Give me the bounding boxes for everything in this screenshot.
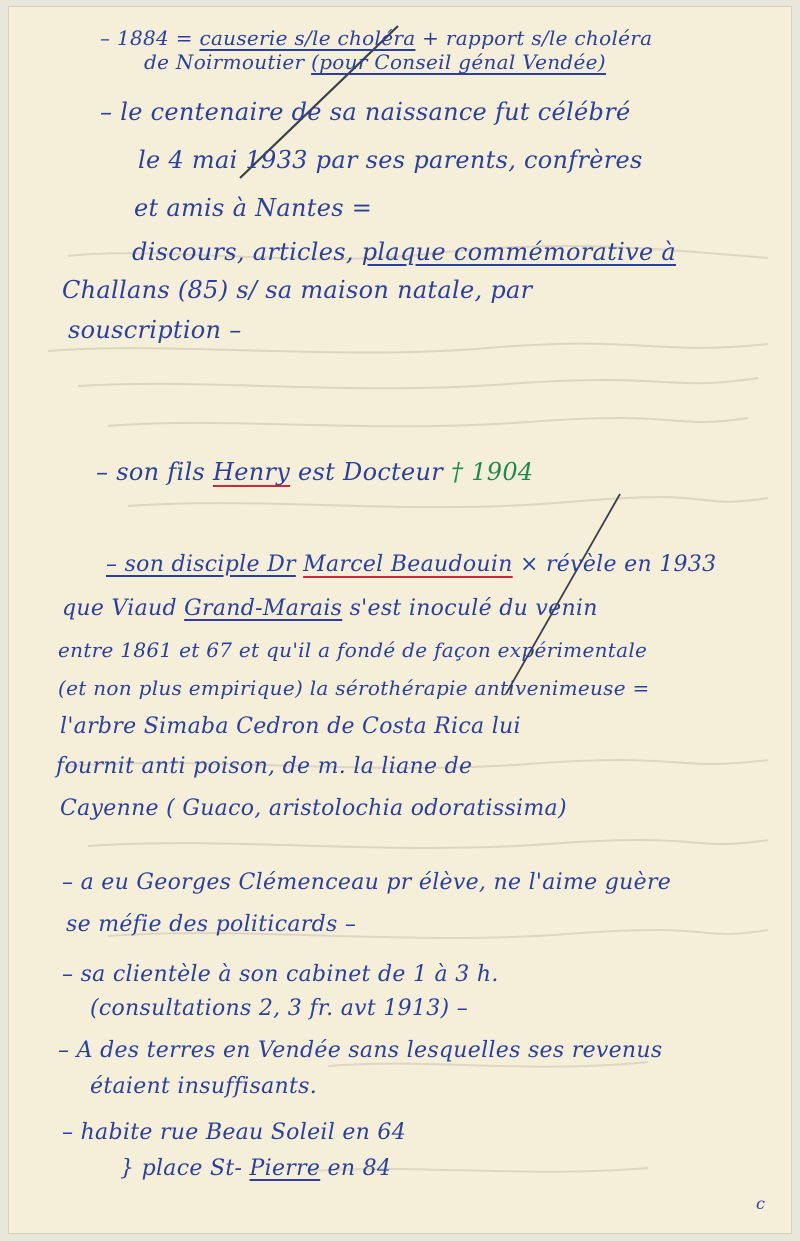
line-8: souscription –	[68, 316, 242, 344]
line-24: } place St- Pierre en 84	[120, 1156, 392, 1181]
line-7: Challans (85) s/ sa maison natale, par	[62, 276, 533, 304]
line-10: – son disciple Dr Marcel Beaudouin × révèle en 1933	[106, 552, 717, 577]
note-sheet	[8, 6, 792, 1234]
line-20: (consultations 2, 3 fr. avt 1913) –	[90, 996, 468, 1021]
line-6: discours, articles, plaque commémorative à	[132, 238, 676, 266]
line-14: l'arbre Simaba Cedron de Costa Rica lui	[60, 714, 521, 739]
line-1: – 1884 = causerie s/le choléra + rapport s/le choléra	[100, 26, 653, 50]
line-21: – A des terres en Vendée sans lesquelles ses revenus	[58, 1038, 663, 1063]
line-13: (et non plus empirique) la sérothérapie antivenimeuse =	[58, 676, 650, 700]
line-4: le 4 mai 1933 par ses parents, confrères	[138, 146, 643, 174]
line-23: – habite rue Beau Soleil en 64	[62, 1120, 407, 1145]
line-18: se méfie des politicards –	[66, 912, 357, 937]
line-5: et amis à Nantes =	[134, 194, 373, 222]
line-9: – son fils Henry est Docteur † 1904	[96, 458, 534, 486]
line-3: – le centenaire de sa naissance fut célébré	[100, 98, 631, 126]
line-2: de Noirmoutier (pour Conseil génal Vendée)	[144, 50, 606, 74]
corner-mark: c	[756, 1194, 765, 1213]
line-17: – a eu Georges Clémenceau pr élève, ne l'aime guère	[62, 870, 672, 895]
line-19: – sa clientèle à son cabinet de 1 à 3 h.	[62, 962, 499, 987]
line-22: étaient insuffisants.	[90, 1074, 318, 1099]
line-15: fournit anti poison, de m. la liane de	[56, 754, 473, 779]
line-16: Cayenne ( Guaco, aristolochia odoratissima)	[60, 796, 567, 821]
line-11: que Viaud Grand-Marais s'est inoculé du venin	[62, 596, 598, 621]
line-12: entre 1861 et 67 et qu'il a fondé de façon expérimentale	[58, 638, 648, 662]
